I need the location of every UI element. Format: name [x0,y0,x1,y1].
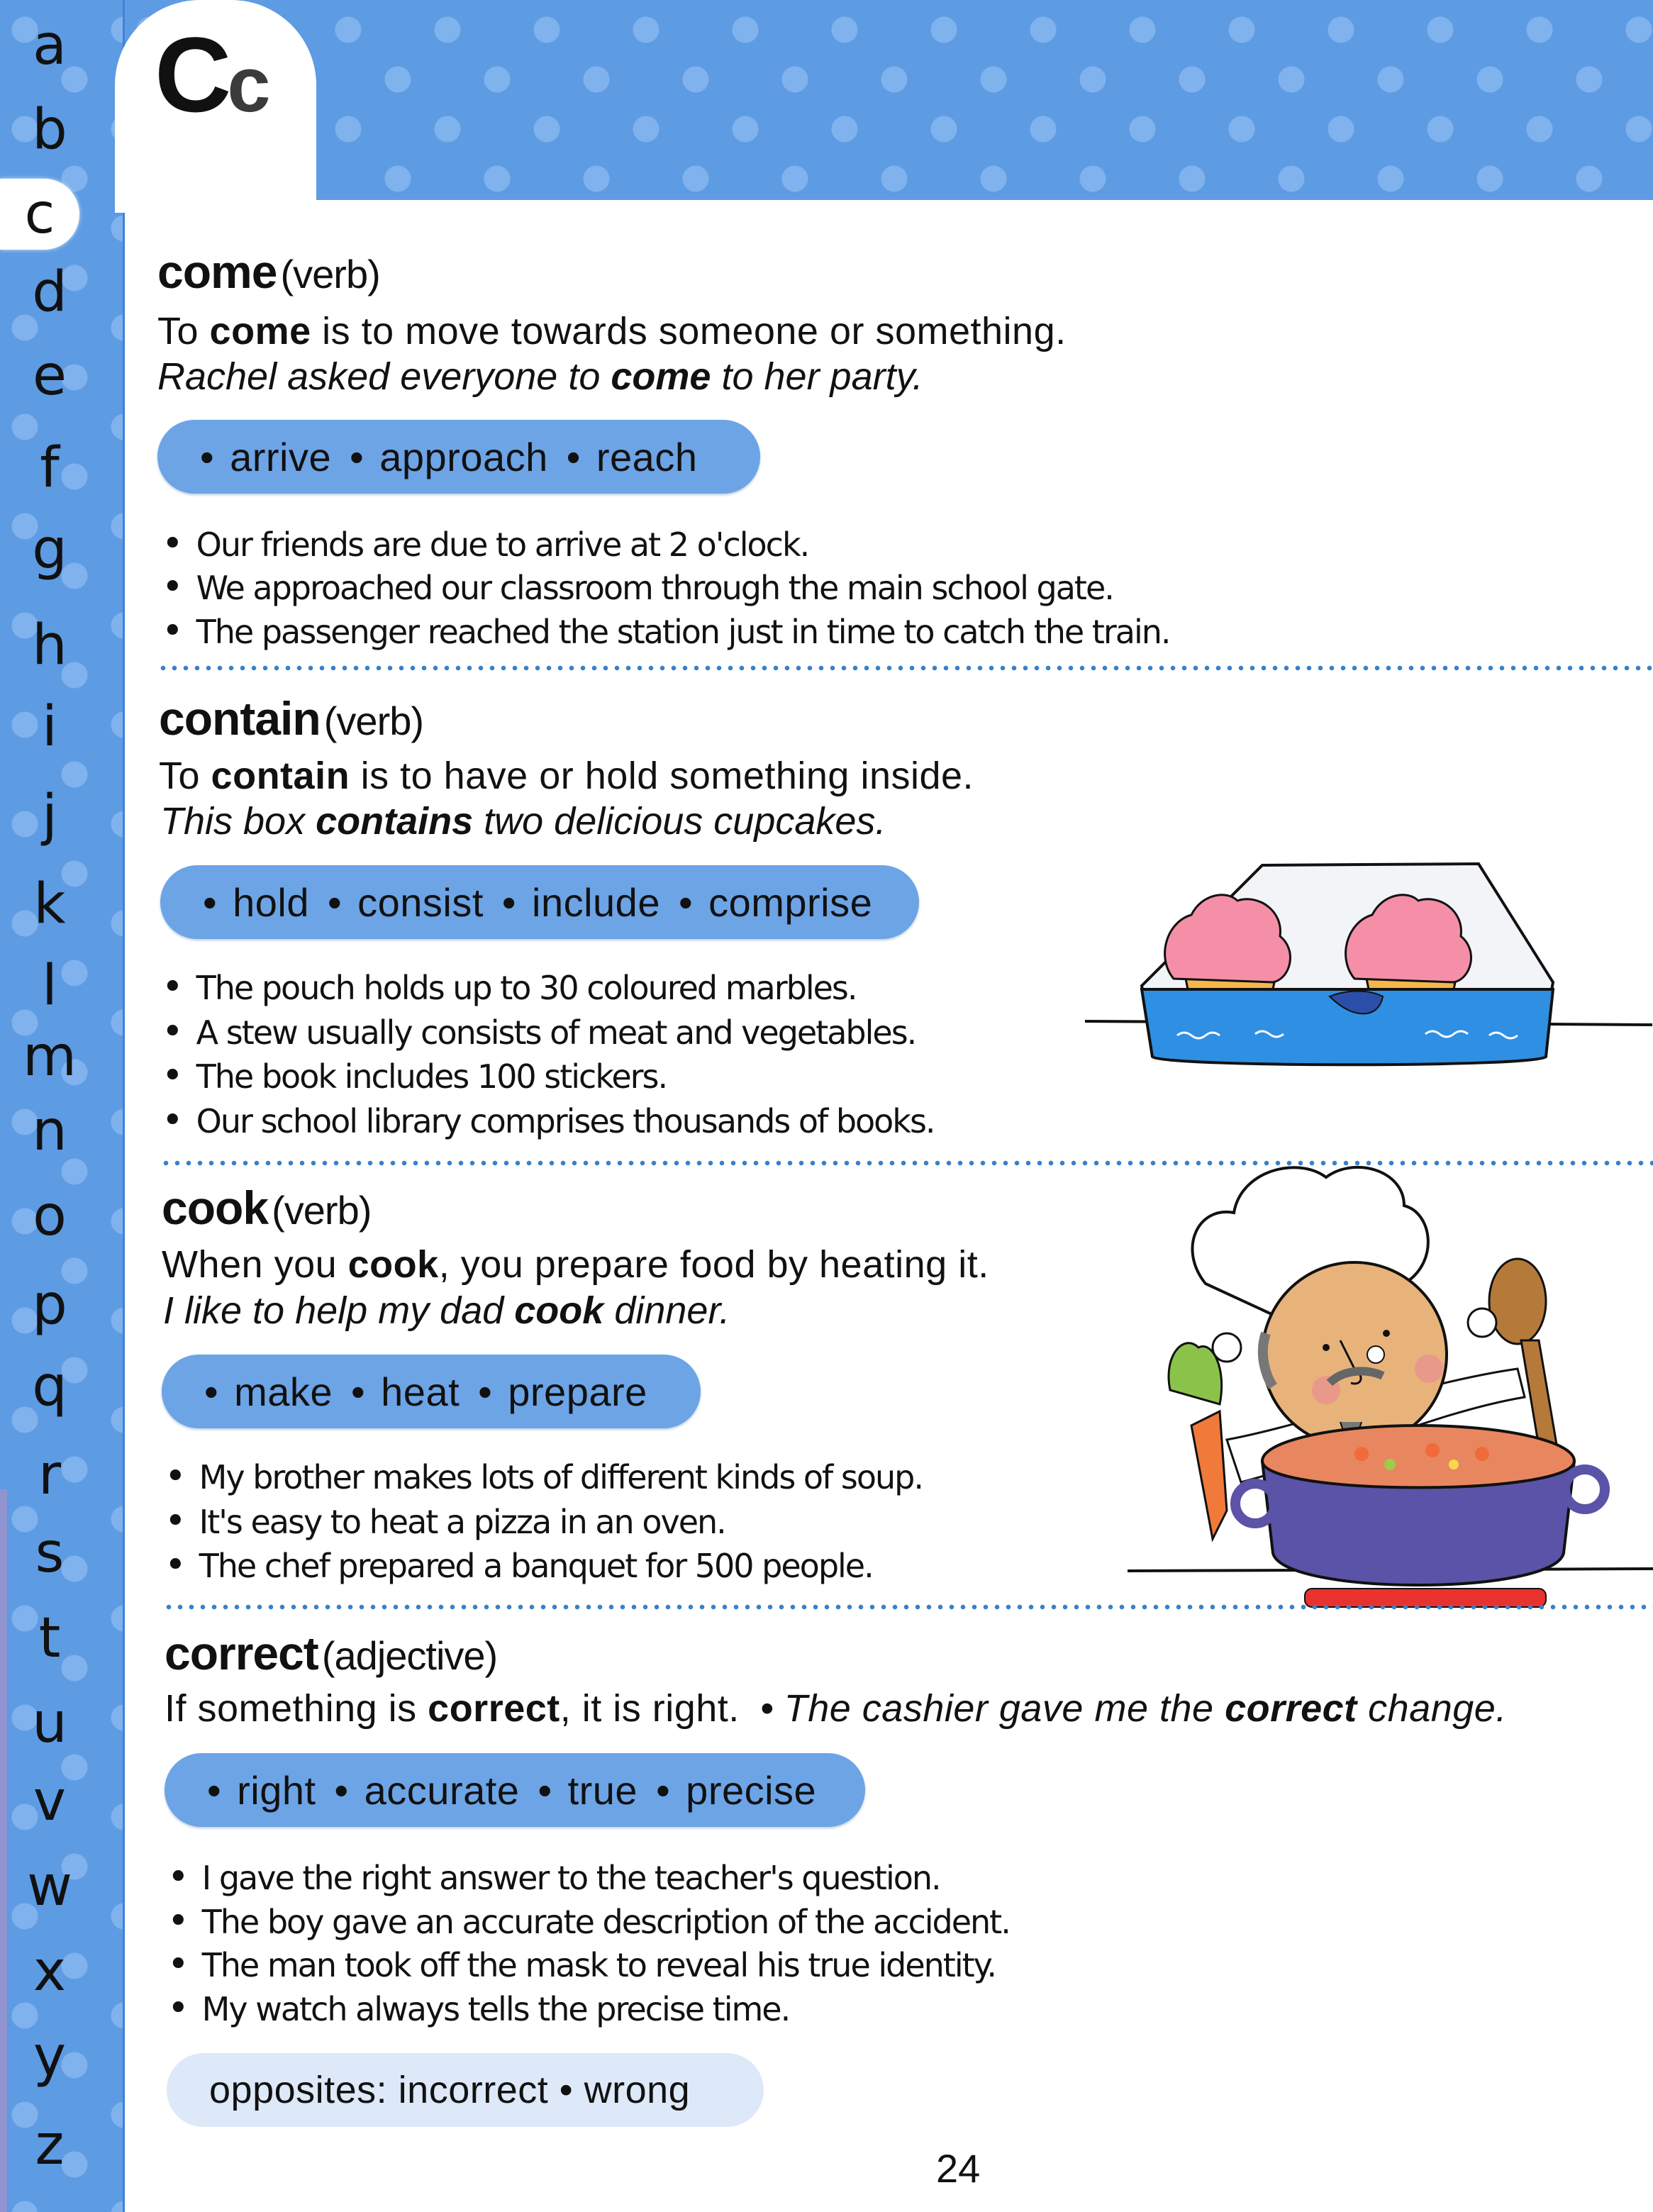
usage-example: • My brother makes lots of different kinds of soup. [165,1455,923,1498]
headword: come [157,245,277,298]
sidebar-letter-i[interactable]: i [42,695,57,759]
opposites-label: opposites: incorrect • wrong [209,2069,691,2111]
part-of-speech: (verb) [272,1188,372,1233]
synonym: • reach [567,434,698,480]
usage-example: • We approached our classroom through the main school gate. [162,566,1113,608]
sidebar-letter-l[interactable]: l [42,954,57,1018]
synonyms-pill [160,865,919,939]
synonym: • right [207,1767,316,1813]
sidebar-letter-k[interactable]: k [33,872,66,936]
sidebar-letter-q[interactable]: q [32,1355,67,1418]
sidebar-letter-w[interactable]: w [27,1855,72,1918]
example-sentence: Rachel asked everyone to come to her party. [157,355,923,398]
letter-upper: C [155,15,228,134]
definition: When you cook, you prepare food by heating it. [162,1243,989,1286]
synonym: • hold [203,879,309,926]
synonym: • include [502,879,660,926]
definition: To contain is to have or hold something inside. [159,755,974,797]
sidebar-letter-h[interactable]: h [32,613,67,677]
entry-come-heading [157,245,380,299]
headword: correct [165,1627,318,1679]
definition: If something is correct, it is right. • The cashier gave me the correct change. [165,1687,1507,1730]
usage-example: • The passenger reached the station just in time to catch the train. [162,610,1170,652]
header-star-band [125,0,1653,200]
definition: To come is to move towards someone or something. [157,310,1067,352]
sidebar-letter-z[interactable]: z [35,2113,65,2177]
synonym: • consist [328,879,484,926]
example-sentence: This box contains two delicious cupcakes. [160,800,886,843]
sidebar-letter-t[interactable]: t [38,1606,61,1670]
usage-example: • The boy gave an accurate description of the accident. [167,1900,1010,1943]
synonyms-pill [157,420,760,494]
letter-heading [155,15,267,138]
sidebar-letter-c-active[interactable]: c [0,179,79,250]
synonym: • accurate [335,1767,520,1813]
sidebar-letter-r[interactable]: r [38,1443,62,1507]
usage-example: • The chef prepared a banquet for 500 people. [165,1544,873,1586]
headword: cook [162,1182,269,1234]
part-of-speech: (verb) [323,699,424,743]
sidebar-letter-e[interactable]: e [33,344,67,408]
dotted-divider [157,665,1653,671]
example-sentence: The cashier gave me the correct change. [784,1687,1507,1730]
sidebar-letter-j[interactable]: j [42,784,57,847]
part-of-speech: (adjective) [321,1633,498,1678]
synonym: • approach [350,434,548,480]
example-sentence: I like to help my dad cook dinner. [163,1289,730,1332]
sidebar-letter-p[interactable]: p [32,1273,67,1337]
sidebar-letter-v[interactable]: v [33,1769,67,1833]
entry-contain-heading [159,691,423,745]
synonym: • heat [351,1369,460,1415]
dotted-divider [163,1604,1653,1610]
synonym: • arrive [200,434,331,480]
usage-example: • Our friends are due to arrive at 2 o'clock. [162,523,808,565]
usage-example: • It's easy to heat a pizza in an oven. [165,1500,725,1543]
entry-cook-heading [162,1181,371,1235]
synonym: • precise [656,1767,816,1813]
synonyms-pill [162,1355,701,1428]
sidebar-letter-d[interactable]: d [32,260,67,324]
sidebar-letter-a[interactable]: a [33,13,67,77]
sidebar-letter-m[interactable]: m [23,1025,77,1089]
usage-example: • The man took off the mask to reveal his true identity. [167,1943,996,1986]
sidebar-letter-s[interactable]: s [35,1521,65,1585]
usage-example: • My watch always tells the precise time. [167,1987,789,2030]
sidebar-letter-u[interactable]: u [32,1691,67,1755]
usage-example: • I gave the right answer to the teacher's question. [167,1856,940,1899]
usage-example: • Our school library comprises thousands of books. [162,1099,935,1142]
page-number: 24 [936,2146,981,2191]
sidebar-letter-b[interactable]: b [32,98,67,162]
sidebar-letter-n[interactable]: n [32,1099,67,1163]
sidebar-letter-x[interactable]: x [33,1940,67,2003]
alphabet-sidebar [0,0,125,2212]
synonym: • prepare [478,1369,647,1415]
sidebar-letter-f[interactable]: f [40,436,60,500]
synonym: • comprise [679,879,872,926]
synonym: • make [204,1369,333,1415]
bullet-separator: • [760,1687,774,1730]
sidebar-letter-g[interactable]: g [32,518,67,582]
sidebar-letter-y[interactable]: y [33,2025,67,2089]
chef-cooking-illustration [1120,1142,1653,1624]
sidebar-letter-o[interactable]: o [33,1184,67,1248]
cupcake-box-illustration [1085,844,1652,1071]
usage-example: • The pouch holds up to 30 coloured marbles. [162,966,857,1008]
synonym: • true [538,1767,638,1813]
entry-correct-heading [165,1626,497,1680]
usage-example: • The book includes 100 stickers. [162,1055,667,1097]
opposites-pill [167,2053,764,2127]
part-of-speech: (verb) [280,252,380,296]
usage-example: • A stew usually consists of meat and vegetables. [162,1011,915,1053]
headword: contain [159,692,321,745]
synonyms-pill [165,1753,865,1827]
letter-lower: c [227,41,267,128]
